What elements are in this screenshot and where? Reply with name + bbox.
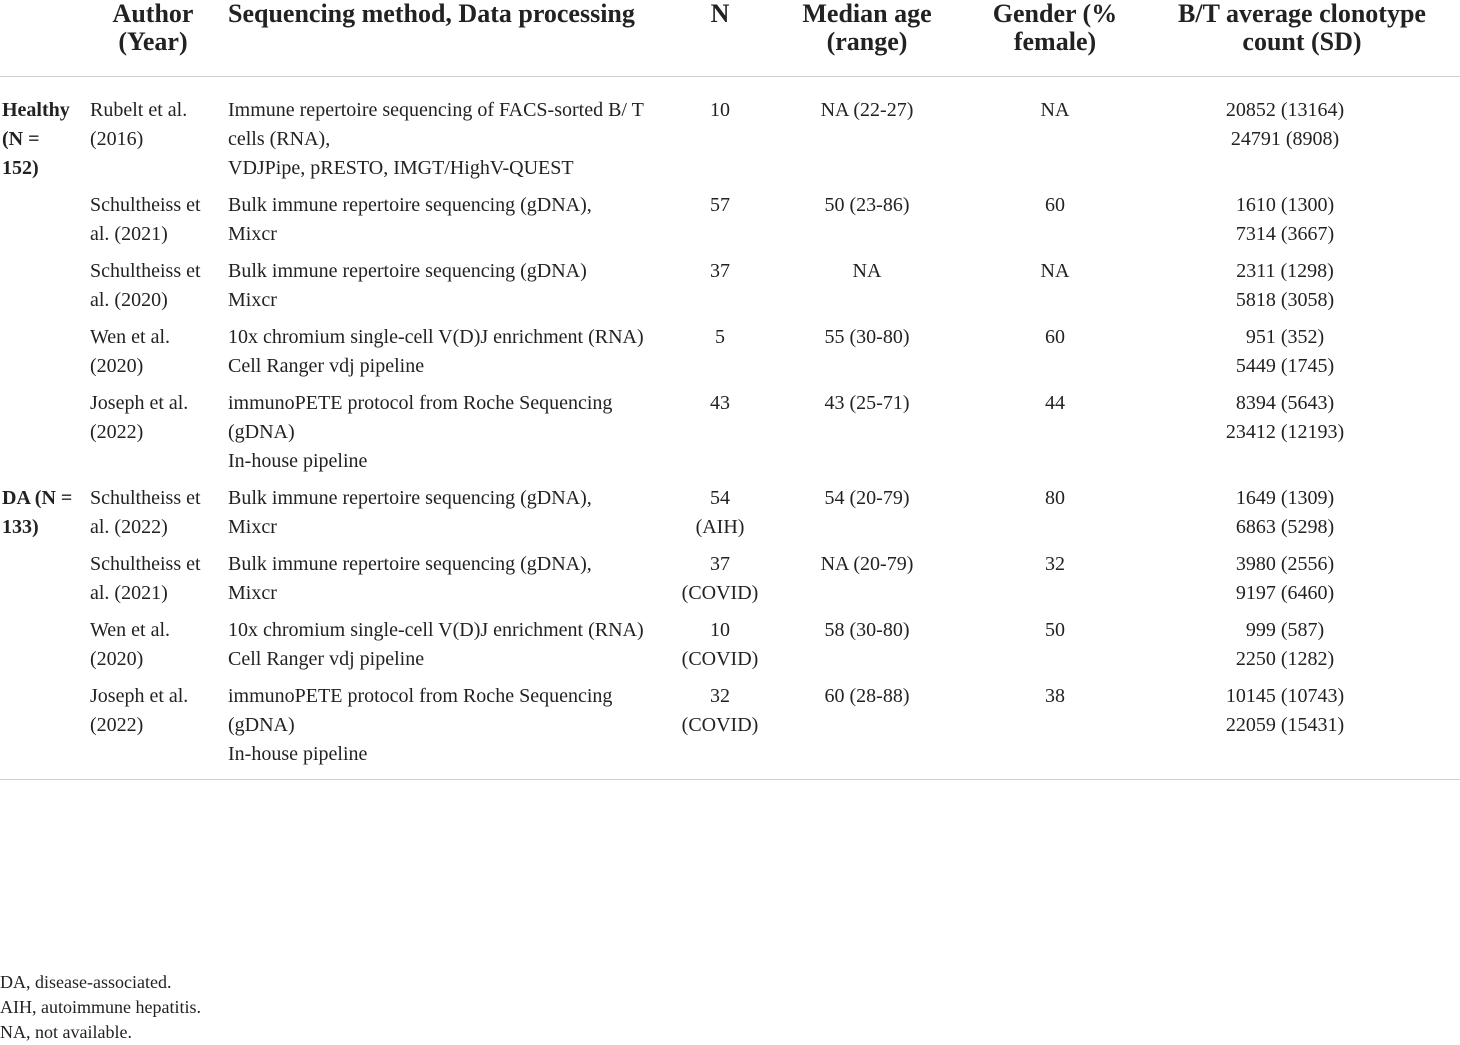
gender-cell: NA <box>1040 99 1070 121</box>
header-n: N <box>672 0 768 77</box>
age-cell: 58 (30-80) <box>824 619 910 641</box>
n-cell: 10 <box>710 99 730 121</box>
age-cell: 50 (23-86) <box>824 194 910 216</box>
gender-cell: 60 <box>1045 326 1065 348</box>
age-cell: 60 (28-88) <box>824 685 910 707</box>
author-cell: Schultheiss et al. (2022) <box>90 487 201 538</box>
group-cell-empty <box>0 323 84 389</box>
table-header <box>0 0 1460 77</box>
author-cell: Wen et al. (2020) <box>90 619 171 670</box>
group-cell-empty <box>0 616 84 682</box>
n-cell: 32 (COVID) <box>681 685 759 736</box>
n-cell: 5 <box>715 326 725 348</box>
age-cell: 55 (30-80) <box>824 326 910 348</box>
header-gender: Gender (% female) <box>966 0 1144 77</box>
group-cell-empty <box>0 257 84 323</box>
method-cell: 10x chromium single-cell V(D)J enrichment (RNA) Cell Ranger vdj pipeline <box>228 326 644 377</box>
group-cell-empty <box>0 682 84 780</box>
age-cell: 43 (25-71) <box>824 392 910 414</box>
group-cell-empty <box>0 550 84 616</box>
footnote-aih: AIH, autoimmune hepatitis. <box>0 997 201 1017</box>
table-footnotes <box>0 970 201 1045</box>
n-cell: 43 <box>710 392 730 414</box>
method-cell: Immune repertoire sequencing of FACS-sorted B/ T cells (RNA), VDJPipe, pRESTO, IMGT/HighV-QUEST <box>228 99 644 179</box>
author-cell: Schultheiss et al. (2020) <box>90 260 201 311</box>
table-row <box>0 77 1460 192</box>
count-cell: 951 (352) 5449 (1745) <box>1235 326 1335 377</box>
table-body <box>0 77 1460 780</box>
method-cell: Bulk immune repertoire sequencing (gDNA), Mixcr <box>228 553 592 604</box>
table-row <box>0 682 1460 780</box>
method-cell: immunoPETE protocol from Roche Sequencing (gDNA) In-house pipeline <box>228 685 613 765</box>
author-cell: Joseph et al. (2022) <box>90 392 189 443</box>
author-cell: Joseph et al. (2022) <box>90 685 189 736</box>
header-row <box>0 0 1460 77</box>
header-method: Sequencing method, Data processing <box>222 0 672 77</box>
method-cell: immunoPETE protocol from Roche Sequencing (gDNA) In-house pipeline <box>228 392 613 472</box>
n-cell: 37 (COVID) <box>681 553 759 604</box>
n-cell: 37 <box>710 260 730 282</box>
footnote-na: NA, not available. <box>0 1022 132 1042</box>
gender-cell: 38 <box>1045 685 1065 707</box>
footnote-da: DA, disease-associated. <box>0 972 172 992</box>
author-cell: Wen et al. (2020) <box>90 326 171 377</box>
author-cell: Schultheiss et al. (2021) <box>90 194 201 245</box>
table-row <box>0 191 1460 257</box>
gender-cell: 60 <box>1045 194 1065 216</box>
table-row <box>0 323 1460 389</box>
header-group <box>0 0 84 77</box>
method-cell: Bulk immune repertoire sequencing (gDNA), Mixcr <box>228 194 592 245</box>
count-cell: 20852 (13164) 24791 (8908) <box>1225 99 1345 150</box>
age-cell: NA <box>852 260 882 282</box>
author-cell: Schultheiss et al. (2021) <box>90 553 201 604</box>
count-cell: 10145 (10743) 22059 (15431) <box>1225 685 1345 736</box>
table-row <box>0 257 1460 323</box>
group-label-healthy: Healthy (N = 152) <box>2 99 70 179</box>
gender-cell: NA <box>1040 260 1070 282</box>
table-row <box>0 616 1460 682</box>
count-cell: 999 (587) 2250 (1282) <box>1235 619 1335 670</box>
count-cell: 1649 (1309) 6863 (5298) <box>1235 487 1335 538</box>
gender-cell: 32 <box>1045 553 1065 575</box>
table-row <box>0 484 1460 550</box>
age-cell: 54 (20-79) <box>824 487 910 509</box>
count-cell: 3980 (2556) 9197 (6460) <box>1235 553 1335 604</box>
gender-cell: 80 <box>1045 487 1065 509</box>
gender-cell: 44 <box>1045 392 1065 414</box>
group-cell-empty <box>0 389 84 484</box>
header-author: Author (Year) <box>84 0 222 77</box>
method-cell: Bulk immune repertoire sequencing (gDNA) Mixcr <box>228 260 587 311</box>
author-cell: Rubelt et al. (2016) <box>90 99 188 150</box>
age-cell: NA (20-79) <box>820 553 914 575</box>
header-age: Median age (range) <box>768 0 966 77</box>
group-label-da: DA (N = 133) <box>2 487 73 538</box>
method-cell: Bulk immune repertoire sequencing (gDNA), Mixcr <box>228 487 592 538</box>
count-cell: 2311 (1298) 5818 (3058) <box>1235 260 1335 311</box>
age-cell: NA (22-27) <box>820 99 914 121</box>
method-cell: 10x chromium single-cell V(D)J enrichment (RNA) Cell Ranger vdj pipeline <box>228 619 644 670</box>
header-count: B/T average clonotype count (SD) <box>1144 0 1460 77</box>
n-cell: 54 (AIH) <box>695 487 745 538</box>
table-row <box>0 389 1460 484</box>
count-cell: 8394 (5643) 23412 (12193) <box>1225 392 1345 443</box>
count-cell: 1610 (1300) 7314 (3667) <box>1235 194 1335 245</box>
group-cell-empty <box>0 191 84 257</box>
table-row <box>0 550 1460 616</box>
n-cell: 10 (COVID) <box>681 619 759 670</box>
gender-cell: 50 <box>1045 619 1065 641</box>
n-cell: 57 <box>710 194 730 216</box>
